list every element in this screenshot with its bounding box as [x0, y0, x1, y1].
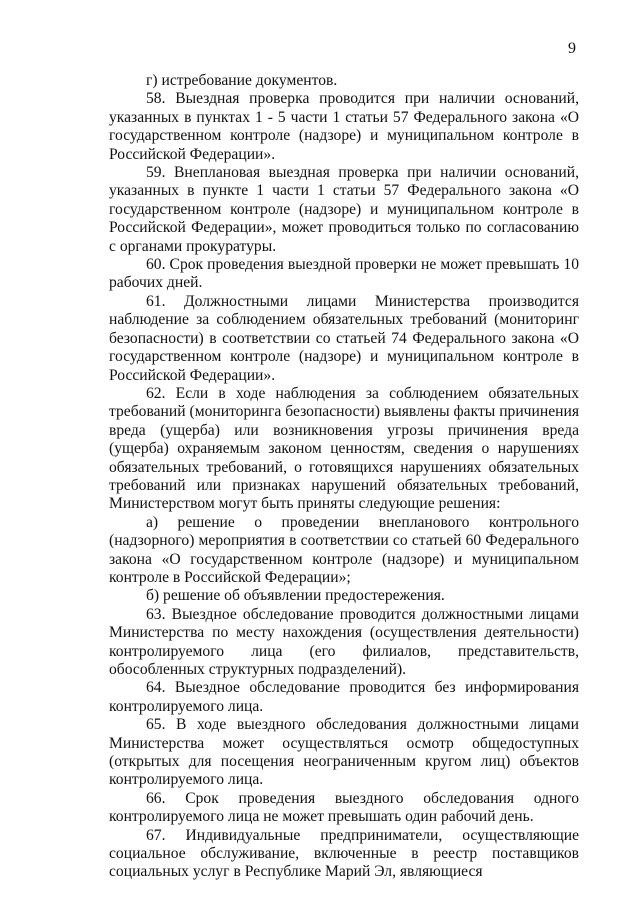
paragraph-g-document-demand: г) истребование документов.: [146, 72, 338, 89]
page-number: 9: [568, 40, 576, 57]
paragraph-67: 67. Индивидуальные предприниматели, осуществляющие социальное обслуживание, включенные в реестр поставщиков социальных услуг в Республике Марий Эл, являющиеся: [109, 826, 579, 881]
paragraph-61: 61. Должностными лицами Министерства производится наблюдение за соблюдением обязательных требований (мониторинг безопасности) в соответствии со статьей 74 Федерального закона «О государственном контроле (надзоре) и муниципальном контроле в Российской Федерации».: [109, 292, 579, 384]
paragraph-64: 64. Выездное обследование проводится без информирования контролируемого лица.: [109, 679, 579, 715]
paragraph-62-a: а) решение о проведении внепланового контрольного (надзорного) мероприятия в соответствии со статьей 60 Федерального закона «О государственном контроле (надзоре) и муниципальном контроле в Российской Федерации»;: [109, 513, 579, 586]
paragraph-65: 65. В ходе выездного обследования должностными лицами Министерства может осуществляться осмотр общедоступных (открытых для посещения неограниченным кругом лиц) объектов контролируемого лица.: [109, 716, 579, 789]
document-body: [109, 72, 579, 882]
paragraph-58: 58. Выездная проверка проводится при наличии оснований, указанных в пунктах 1 - 5 части 1 статьи 57 Федерального закона «О государственном контроле (надзоре) и муниципальном контроле в Российской Федерации».: [109, 90, 579, 163]
paragraph-60: 60. Срок проведения выездной проверки не может превышать 10 рабочих дней.: [109, 256, 579, 292]
paragraph-63: 63. Выездное обследование проводится должностными лицами Министерства по месту нахождения (осуществления деятельности) контролируемого лица (его филиалов, представительств, обособленных структурных подразделений).: [109, 605, 579, 678]
paragraph-62: 62. Если в ходе наблюдения за соблюдением обязательных требований (мониторинга безопасности) выявлены факты причинения вреда (ущерба) или возникновения угрозы причинения вреда (ущерба) охраняемым законом ценностям, сведения о нарушениях обязательных требований, о готовящихся нарушениях обязательных требований или признаках нарушений обязательных требований, Министерством могут быть приняты следующие решения:: [109, 384, 579, 513]
paragraph-59: 59. Внеплановая выездная проверка при наличии оснований, указанных в пункте 1 части 1 статьи 57 Федерального закона «О государственном контроле (надзоре) и муниципальном контроле в Российской Федерации», может проводиться только по согласованию с органами прокуратуры.: [109, 164, 579, 255]
paragraph-62-b: б) решение об объявлении предостережения.: [146, 587, 445, 605]
paragraph-66: 66. Срок проведения выездного обследования одного контролируемого лица не может превышать один рабочий день.: [109, 789, 579, 826]
